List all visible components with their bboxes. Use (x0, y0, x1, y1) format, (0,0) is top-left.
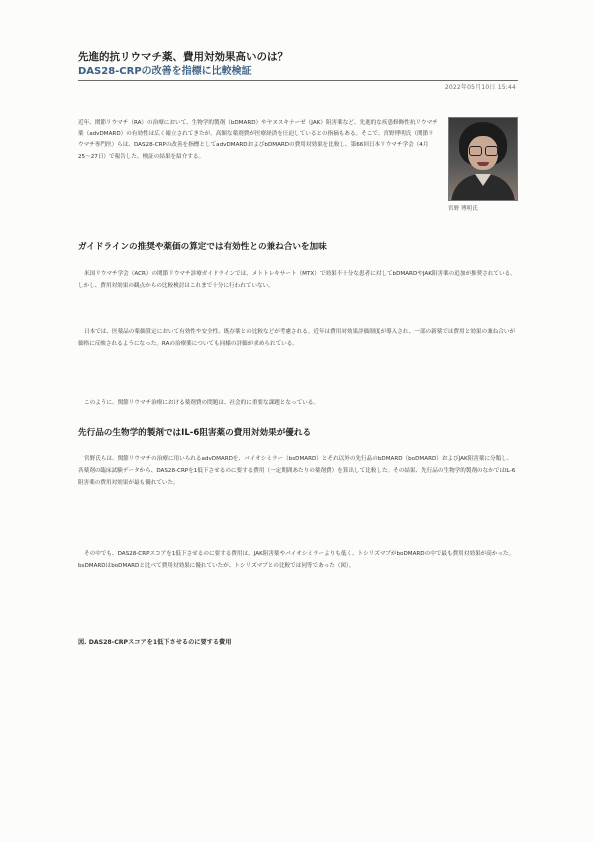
section-2-paragraph-1: 宮野氏らは、関節リウマチの治療に用いられるadvDMARDを、バイオシミラー（bsDMARD）とそれ以外の先行品のbDMARD（boDMARD）およびJAK阻害薬に分類し、各薬剤の臨床試験データから、DAS28-CRPを1低下させるのに要する費用（一定期間あたりの薬剤費）を算出して比較した。その結果、先行品の生物学的製剤のなかではIL-6阻害薬の費用対効果が最も優れていた。 (78, 456, 516, 487)
photo-caption: 宮野 博明氏 (448, 206, 478, 212)
title-divider (78, 80, 518, 81)
section-1-paragraph-2: 日本では、医薬品の薬価算定において有効性や安全性、既存薬との比較などが考慮される。近年は費用対効果評価制度が導入され、一部の新薬では費用と効果の兼ね合いが価格に反映されるようになった。RAの治療薬についても同様の評価が求められている。 (78, 329, 516, 348)
section-heading-1: ガイドラインの推奨や薬価の算定では有効性との兼ね合いを加味 (78, 242, 327, 252)
title-block (78, 50, 518, 79)
publish-date: 2022年05月10日 15:44 (444, 84, 516, 91)
section-1-paragraph-1: 米国リウマチ学会（ACR）の関節リウマチ診療ガイドラインでは、メトトレキサート（MTX）で効果不十分な患者に対してbDMARDやJAK阻害薬の追加が推奨されている。しかし、費用対効果の観点からの比較検討はこれまで十分に行われていない。 (78, 271, 516, 290)
intro-paragraph: 近年、関節リウマチ（RA）の治療において、生物学的製剤（bDMARD）やヤヌスキナーゼ（JAK）阻害薬など、先進的な疾患修飾性抗リウマチ薬（advDMARD）の有効性は広く確立されてきたが、高額な薬剤費が医療経済を圧迫しているとの指摘もある。そこで、宮野博明氏（関節リウマチ専門医）らは、DAS28-CRPの改善を指標としてadvDMARDおよびbDMARDの費用対効果を比較し、第66回日本リウマチ学会（4月25〜27日）で報告した。検証の結果を紹介する。 (78, 120, 438, 160)
section-heading-2: 先行品の生物学的製剤ではIL-6阻害薬の費用対効果が優れる (78, 428, 312, 438)
article-title: 先進的抗リウマチ薬、費用対効果高いのは？ (78, 51, 288, 63)
author-photo-block (448, 117, 518, 212)
article-subtitle: DAS28-CRPの改善を指標に比較検証 (78, 66, 252, 77)
section-2-paragraph-2: その中でも、DAS28-CRPスコアを1低下させるのに要する費用は、JAK阻害薬やバイオシミラーよりも低く、トシリズマブがboDMARDの中で最も費用対効果が高かった。bsDMARDはboDMARDと比べて費用対効果に優れていたが、トシリズマブとの比較では同等であった（図）。 (78, 551, 515, 570)
author-photo (448, 117, 518, 201)
figure-title: 図. DAS28-CRPスコアを1低下させるのに要する費用 (78, 639, 232, 646)
section-1-paragraph-3: このように、関節リウマチ治療における薬剤費の問題は、社会的に重要な課題となっている。 (84, 400, 319, 406)
